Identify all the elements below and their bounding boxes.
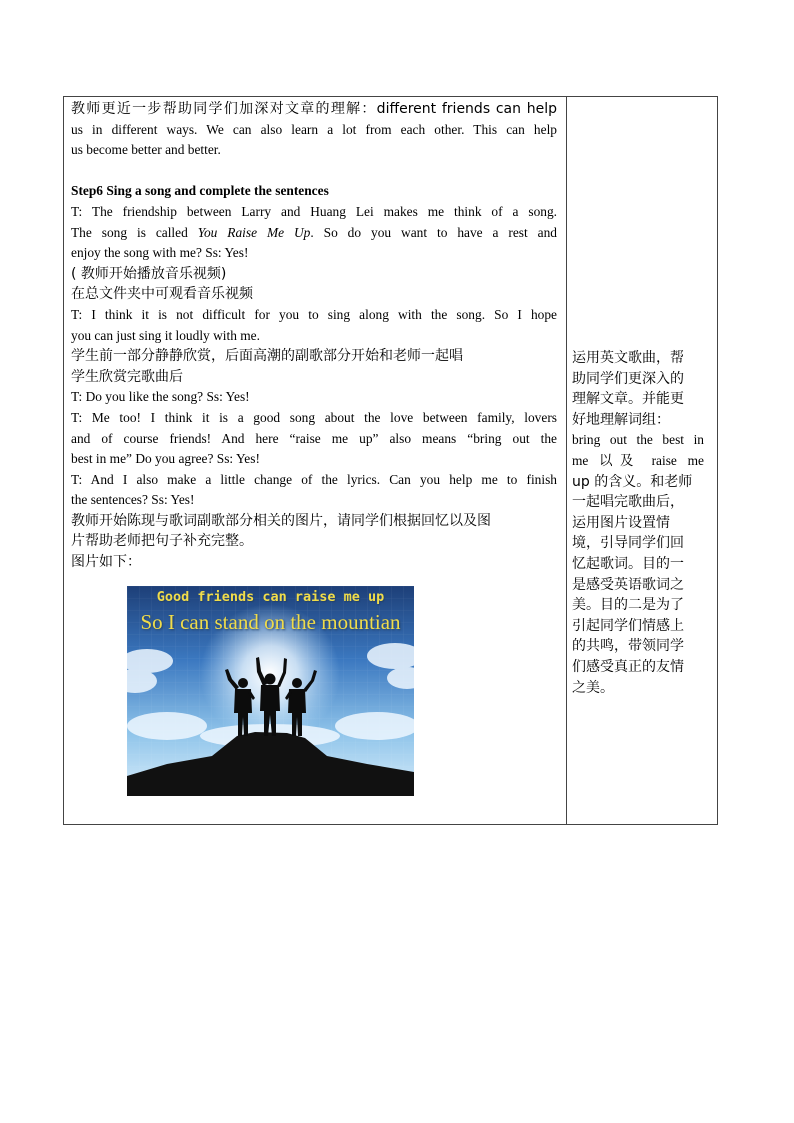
intent-line: me 以及 raise me xyxy=(572,452,704,468)
note-line-6: 片帮助老师把句子补充完整。 xyxy=(71,533,253,550)
dialogue-line-6: T: Do you like the song? Ss: Yes! xyxy=(71,389,250,405)
song-title: You Raise Me Up xyxy=(197,224,311,240)
dialogue-line-3: enjoy the song with me? Ss: Yes! xyxy=(71,245,249,261)
column-divider xyxy=(566,97,567,824)
intent-line: 忆起歌词。目的一 xyxy=(572,555,684,572)
intent-line: bring out the best in xyxy=(572,432,704,448)
intent-line: 境，引导同学们回 xyxy=(572,535,684,552)
text-line xyxy=(71,99,557,120)
dialogue-line-10: T: And I also make a little change of the lyrics. Can you help me to finish xyxy=(71,471,557,487)
intent-line: 运用图片设置情 xyxy=(572,514,670,531)
intent-line: 们感受真正的友情 xyxy=(572,658,684,675)
dialogue-part: The song is called xyxy=(71,224,188,240)
note-line-1: ( 教师开始播放音乐视频) xyxy=(71,265,227,282)
intent-line: 一起唱完歌曲后， xyxy=(572,494,684,511)
procedure-cell xyxy=(71,99,557,634)
dialogue-line-5: you can just sing it loudly with me. xyxy=(71,327,260,343)
dialogue-part: . So do you want to have a rest and xyxy=(310,224,557,240)
lesson-table xyxy=(63,96,718,825)
blank-line xyxy=(71,161,557,182)
dialogue-line-11: the sentences? Ss: Yes! xyxy=(71,492,195,508)
dialogue-line-2 xyxy=(71,223,557,244)
intent-line: 是感受英语歌词之 xyxy=(572,576,684,593)
intent-line: 美。目的二是为了 xyxy=(572,597,684,614)
intent-line: 之美。 xyxy=(572,679,614,696)
intent-line: 的共鸣，带领同学 xyxy=(572,638,684,655)
note-line-2: 在总文件夹中可观看音乐视频 xyxy=(71,286,253,303)
step-heading: Step6 Sing a song and complete the sentences xyxy=(71,183,329,199)
note-line-4: 学生欣赏完歌曲后 xyxy=(71,368,183,385)
dialogue-line-9: best in me” Do you agree? Ss: Yes! xyxy=(71,451,260,467)
text-line-2: us in different ways. We can also learn a lot from each other. This can help xyxy=(71,121,557,137)
design-intent-cell xyxy=(572,348,704,698)
intent-line: 好地理解词组： xyxy=(572,411,670,428)
image-caption-1: Good friends can raise me up xyxy=(156,589,385,605)
mountain-friends-image xyxy=(127,586,414,796)
intent-line: 助同学们更深入的 xyxy=(572,370,684,387)
note-line-7: 图片如下： xyxy=(71,554,141,571)
dialogue-line-1: T: The friendship between Larry and Huang Lei makes me think of a song. xyxy=(71,203,557,219)
text-line-3: us become better and better. xyxy=(71,142,221,158)
note-line-5: 教师开始陈现与歌词副歌部分相关的图片，请同学们根据回忆以及图 xyxy=(71,512,491,529)
image-caption-2: So I can stand on the mountian xyxy=(140,610,401,634)
note-line-3: 学生前一部分静静欣赏，后面高潮的副歌部分开始和老师一起唱 xyxy=(71,348,463,365)
intent-line: up 的含义。和老师 xyxy=(572,473,693,490)
text-line-1: 教师更近一步帮助同学们加深对文章的理解：different friends can help xyxy=(71,101,557,117)
intent-line: 引起同学们情感上 xyxy=(572,617,684,634)
intent-line: 运用英文歌曲，帮 xyxy=(572,350,684,366)
intent-line: 理解文章。并能更 xyxy=(572,391,684,408)
dialogue-line-7: T: Me too! I think it is a good song about the love between family, lovers xyxy=(71,409,557,425)
dialogue-line-8: and of course friends! And here “raise me up” also means “bring out the xyxy=(71,430,557,446)
dialogue-line-4: T: I think it is not difficult for you to sing along with the song. So I hope xyxy=(71,306,557,322)
